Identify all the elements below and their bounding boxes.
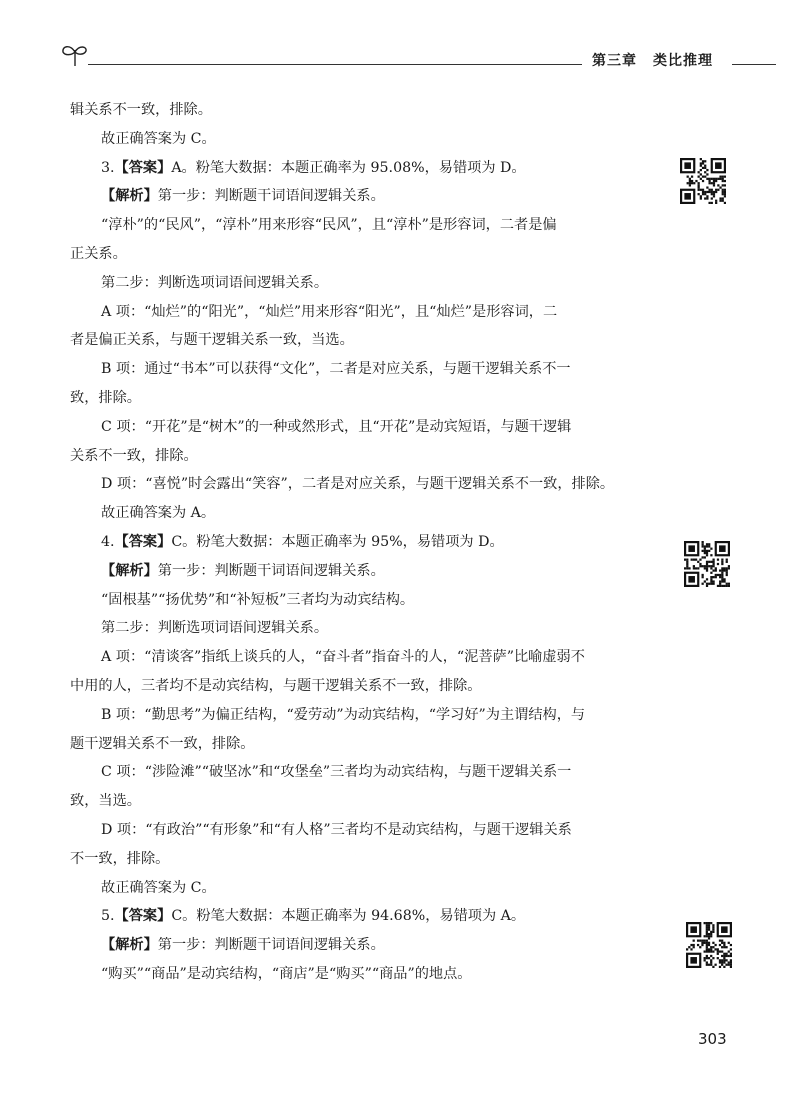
text-line: 致，排除。 — [70, 389, 141, 406]
page-number: 303 — [698, 1030, 727, 1048]
text-line: 致，当选。 — [70, 793, 141, 810]
analysis-line: 【解析】第一步：判断题干词语间逻辑关系。 — [101, 562, 385, 579]
text-line: 题干逻辑关系不一致，排除。 — [70, 735, 255, 752]
qr-code-q4[interactable] — [684, 541, 730, 587]
analysis-line: 【解析】第一步：判断题干词语间逻辑关系。 — [101, 937, 385, 954]
text-line: 者是偏正关系，与题干逻辑关系一致，当选。 — [70, 332, 354, 349]
text-line: 中用的人，三者均不是动宾结构，与题干逻辑关系不一致，排除。 — [70, 677, 482, 694]
text-line: 故正确答案为 A。 — [101, 505, 216, 522]
text-line: 正关系。 — [70, 245, 127, 262]
answer-explanations — [70, 96, 655, 989]
analysis-tag: 【解析】 — [101, 937, 158, 954]
text-line: C 项：“开花”是“树木”的一种或然形式，且“开花”是动宾短语，与题干逻辑 — [101, 418, 572, 435]
answer-tag: 【答案】 — [114, 908, 172, 925]
analysis-tag: 【解析】 — [101, 188, 158, 205]
text-line: 故正确答案为 C。 — [101, 879, 216, 896]
chapter-number: 第三章 — [592, 53, 637, 69]
qr-code-q3[interactable] — [680, 158, 726, 204]
text-line: B 项：通过“书本”可以获得“文化”，二者是对应关系，与题干逻辑关系不一 — [101, 361, 571, 378]
text-line: A 项：“灿烂”的“阳光”，“灿烂”用来形容“阳光”，且“灿烂”是形容词，二 — [101, 303, 558, 320]
answer-tag: 【答案】 — [114, 159, 172, 176]
chapter-title: 类比推理 — [653, 53, 713, 69]
answer-line-q5: 5.【答案】C。粉笔大数据：本题正确率为 94.68%，易错项为 A。 — [101, 908, 526, 925]
text-line: 故正确答案为 C。 — [101, 130, 216, 147]
sprout-icon — [60, 40, 90, 70]
text-line: 辑关系不一致，排除。 — [70, 102, 212, 118]
text-line: 第二步：判断选项词语间逻辑关系。 — [101, 274, 329, 291]
answer-line-q4: 4.【答案】C。粉笔大数据：本题正确率为 95%，易错项为 D。 — [101, 533, 504, 550]
header-rule-right — [732, 64, 776, 65]
text-line: 第二步：判断选项词语间逻辑关系。 — [101, 620, 329, 637]
text-line: “淳朴”的“民风”，“淳朴”用来形容“民风”，且“淳朴”是形容词，二者是偏 — [101, 217, 557, 234]
qr-pattern — [686, 922, 732, 968]
qr-code-q5[interactable] — [686, 922, 732, 968]
text-line: D 项：“喜悦”时会露出“笑容”，二者是对应关系，与题干逻辑关系不一致，排除。 — [101, 476, 615, 493]
answer-tag: 【答案】 — [114, 533, 172, 550]
text-line: C 项：“涉险滩”“破坚冰”和“攻堡垒”三者均为动宾结构，与题干逻辑关系一 — [101, 764, 572, 781]
text-line: D 项：“有政治”“有形象”和“有人格”三者均不是动宾结构，与题干逻辑关系 — [101, 821, 572, 838]
page-header — [0, 0, 800, 80]
header-rule — [88, 64, 582, 65]
analysis-line: 【解析】第一步：判断题干词语间逻辑关系。 — [101, 188, 385, 205]
text-line: A 项：“清谈客”指纸上谈兵的人，“奋斗者”指奋斗的人，“泥菩萨”比喻虚弱不 — [101, 649, 585, 666]
chapter-heading — [592, 50, 713, 70]
text-line: 关系不一致，排除。 — [70, 447, 198, 464]
text-line: 不一致，排除。 — [70, 850, 170, 867]
text-line: “固根基”“扬优势”和“补短板”三者均为动宾结构。 — [101, 591, 415, 608]
text-line: “购买”“商品”是动宾结构，“商店”是“购买”“商品”的地点。 — [101, 965, 472, 982]
answer-line-q3: 3.【答案】A。粉笔大数据：本题正确率为 95.08%，易错项为 D。 — [101, 159, 526, 176]
text-line: B 项：“勤思考”为偏正结构，“爱劳动”为动宾结构，“学习好”为主谓结构，与 — [101, 706, 586, 723]
qr-pattern — [684, 541, 730, 587]
qr-pattern — [680, 158, 726, 204]
analysis-tag: 【解析】 — [101, 562, 158, 579]
